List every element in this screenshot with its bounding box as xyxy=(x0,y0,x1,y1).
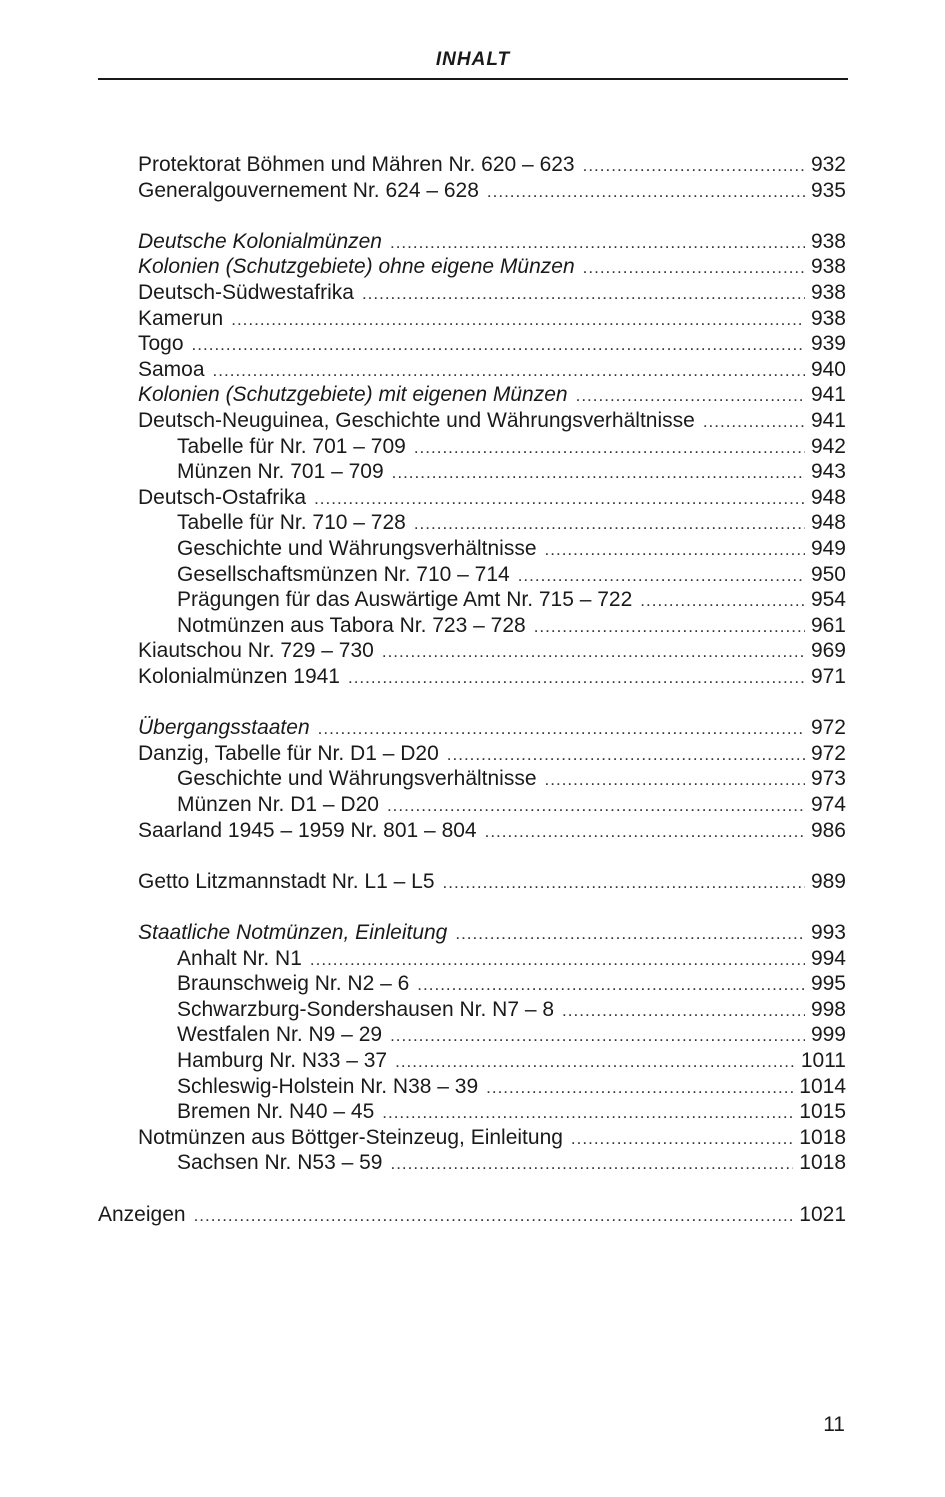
toc-entry-label: Deutsche Kolonialmünzen xyxy=(138,229,382,253)
toc-entry xyxy=(177,510,846,536)
toc-entry-page: 1011 xyxy=(800,1049,846,1072)
toc-entry-label: Saarland 1945 – 1959 Nr. 801 – 804 xyxy=(138,818,477,842)
dot-leader xyxy=(562,998,805,1024)
toc-entry xyxy=(177,562,846,588)
dot-leader xyxy=(362,281,805,307)
toc-entry-page: 948 xyxy=(810,485,846,509)
dot-leader xyxy=(192,332,805,358)
dot-leader xyxy=(583,153,805,179)
dot-leader xyxy=(213,358,805,384)
page-header xyxy=(98,46,848,80)
dot-leader xyxy=(518,563,805,589)
toc-entry xyxy=(177,459,846,485)
toc-entry xyxy=(177,1022,846,1048)
toc-entry-label: Übergangsstaaten xyxy=(138,716,310,740)
toc-entry xyxy=(138,229,846,255)
toc-entry-label: Tabelle für Nr. 701 – 709 xyxy=(177,434,406,458)
toc-entry xyxy=(177,1099,846,1125)
toc-entry xyxy=(138,638,846,664)
toc-entry-page: 969 xyxy=(810,639,846,663)
toc-entry-label: Anhalt Nr. N1 xyxy=(177,946,302,970)
toc-entry xyxy=(138,869,846,895)
toc-entry-page: 1018 xyxy=(799,1151,846,1175)
toc-entry-page: 973 xyxy=(810,767,846,791)
toc-entry-label: Schleswig-Holstein Nr. N38 – 39 xyxy=(177,1074,479,1098)
toc-entry xyxy=(138,408,846,434)
toc-entry xyxy=(138,818,846,844)
dot-leader xyxy=(571,1126,793,1152)
toc-entry-label: Tabelle für Nr. 710 – 728 xyxy=(177,511,406,535)
toc-entry-page: 994 xyxy=(810,946,846,970)
toc-entry-page: 961 xyxy=(810,613,846,637)
dot-leader xyxy=(486,1075,793,1101)
toc-entry xyxy=(138,280,846,306)
dot-leader xyxy=(387,793,805,819)
toc-entry xyxy=(138,357,846,383)
toc-entry xyxy=(177,997,846,1023)
toc-entry-label: Protektorat Böhmen und Mähren Nr. 620 – 623 xyxy=(138,153,575,176)
toc-entry xyxy=(138,306,846,332)
toc-entry-page: 938 xyxy=(810,255,846,279)
dot-leader xyxy=(447,742,805,768)
toc-entry-label: Geschichte und Währungsverhältnisse xyxy=(177,537,537,560)
toc-entry xyxy=(138,741,846,767)
dot-leader xyxy=(640,588,805,614)
toc-entry xyxy=(177,971,846,997)
dot-leader xyxy=(348,665,805,691)
dot-leader xyxy=(390,1023,805,1049)
toc-entry-page: 971 xyxy=(810,665,846,688)
toc-entry-label: Getto Litzmannstadt Nr. L1 – L5 xyxy=(138,869,435,893)
toc-entry xyxy=(177,587,846,613)
toc-entry-page: 938 xyxy=(810,281,846,304)
toc-entry-label: Kolonialmünzen 1941 xyxy=(138,665,340,688)
toc-entry xyxy=(138,254,846,280)
dot-leader xyxy=(545,537,805,563)
dot-leader xyxy=(231,307,805,333)
dot-leader xyxy=(392,460,805,486)
dot-leader xyxy=(703,409,805,435)
toc-entry xyxy=(177,792,846,818)
dot-leader xyxy=(576,383,805,409)
toc-entry-label: Deutsch-Neuguinea, Geschichte und Währungsverhältnisse xyxy=(138,409,695,432)
dot-leader xyxy=(414,511,805,537)
toc-entry-page: 1014 xyxy=(799,1074,846,1098)
dot-leader xyxy=(455,921,805,947)
toc-entry-label: Togo xyxy=(138,332,184,356)
dot-leader xyxy=(414,435,805,461)
toc-entry-label: Sachsen Nr. N53 – 59 xyxy=(177,1151,383,1175)
toc-entry-label: Deutsch-Ostafrika xyxy=(138,485,307,509)
dot-leader xyxy=(487,179,805,205)
toc-entry xyxy=(177,1150,846,1176)
toc-entry-page: 998 xyxy=(810,997,846,1021)
toc-entry-page: 938 xyxy=(810,306,846,330)
dot-leader xyxy=(314,486,805,512)
toc-entry-page: 948 xyxy=(810,511,846,535)
dot-leader xyxy=(390,1151,793,1177)
toc-entry-label: Prägungen für das Auswärtige Amt Nr. 715 – 722 xyxy=(177,588,633,612)
toc-entry-page: 995 xyxy=(810,972,846,996)
toc-entry-label: Anzeigen xyxy=(98,1202,186,1226)
toc-entry xyxy=(177,1048,846,1074)
dot-leader xyxy=(534,614,805,640)
toc-entry xyxy=(138,715,846,741)
toc-entry-label: Notmünzen aus Böttger-Steinzeug, Einleitung xyxy=(138,1125,563,1149)
toc-entry-page: 942 xyxy=(810,434,846,458)
toc-entry-page: 1018 xyxy=(799,1125,846,1149)
page-title: INHALT xyxy=(435,49,511,70)
toc-entry-page: 974 xyxy=(810,793,846,816)
toc-entry xyxy=(177,434,846,460)
toc-entry xyxy=(138,485,846,511)
toc-entry-page: 938 xyxy=(810,229,846,253)
toc-entry-label: Kiautschou Nr. 729 – 730 xyxy=(138,639,374,663)
toc-entry xyxy=(138,1125,846,1151)
toc-entry-page: 950 xyxy=(810,562,846,586)
toc-entry-page: 954 xyxy=(810,588,846,612)
toc-entry xyxy=(138,178,846,204)
toc-entry xyxy=(138,152,846,178)
dot-leader xyxy=(395,1049,795,1075)
toc-entry-label: Notmünzen aus Tabora Nr. 723 – 728 xyxy=(177,613,526,637)
toc-entry-page: 1015 xyxy=(799,1100,846,1124)
toc-entry xyxy=(177,946,846,972)
dot-leader xyxy=(194,1203,794,1229)
dot-leader xyxy=(545,767,805,793)
toc-entry xyxy=(138,920,846,946)
dot-leader xyxy=(485,819,805,845)
dot-leader xyxy=(390,230,805,256)
toc-entry-page: 1021 xyxy=(799,1202,846,1226)
toc-entry-page: 993 xyxy=(810,921,846,944)
toc-entry-page: 943 xyxy=(810,460,846,484)
toc-entry-page: 999 xyxy=(810,1023,846,1047)
toc-entry-label: Kamerun xyxy=(138,306,224,330)
toc-entry-page: 932 xyxy=(810,153,846,176)
dot-leader xyxy=(382,1100,793,1126)
toc-entry xyxy=(177,1074,846,1100)
toc-entry-label: Generalgouvernement Nr. 624 – 628 xyxy=(138,178,479,202)
toc-entry xyxy=(138,331,846,357)
toc-entry-page: 972 xyxy=(810,716,846,740)
dot-leader xyxy=(382,639,805,665)
toc-entry-label: Münzen Nr. D1 – D20 xyxy=(177,793,379,816)
toc-entry-label: Gesellschaftsmünzen Nr. 710 – 714 xyxy=(177,562,510,586)
page-number: 11 xyxy=(823,1413,845,1436)
toc-entry-label: Bremen Nr. N40 – 45 xyxy=(177,1100,375,1124)
toc-entry xyxy=(98,1202,846,1228)
toc-entry-page: 935 xyxy=(810,178,846,202)
toc-entry xyxy=(177,766,846,792)
dot-leader xyxy=(583,255,805,281)
dot-leader xyxy=(417,972,805,998)
dot-leader xyxy=(443,870,805,896)
toc-entry-label: Deutsch-Südwestafrika xyxy=(138,281,354,304)
toc-entry xyxy=(177,613,846,639)
toc-entry-label: Hamburg Nr. N33 – 37 xyxy=(177,1049,388,1072)
toc-entry-label: Münzen Nr. 701 – 709 xyxy=(177,460,384,484)
toc-entry-page: 941 xyxy=(810,383,846,407)
toc-entry xyxy=(138,664,846,690)
toc-entry-page: 939 xyxy=(810,332,846,356)
toc-entry-label: Samoa xyxy=(138,357,205,381)
toc-entry-page: 941 xyxy=(810,409,846,432)
toc-entry-page: 940 xyxy=(810,357,846,381)
toc-entry-label: Braunschweig Nr. N2 – 6 xyxy=(177,972,410,996)
toc-entry-label: Geschichte und Währungsverhältnisse xyxy=(177,767,537,791)
toc-entry-label: Kolonien (Schutzgebiete) ohne eigene Münzen xyxy=(138,255,575,279)
dot-leader xyxy=(310,947,805,973)
toc-entry-page: 986 xyxy=(810,818,846,842)
toc-entry xyxy=(177,536,846,562)
toc-entry-label: Kolonien (Schutzgebiete) mit eigenen Münzen xyxy=(138,383,568,407)
toc-entry-page: 989 xyxy=(810,869,846,893)
toc-entry-page: 972 xyxy=(810,741,846,765)
toc-entry-label: Westfalen Nr. N9 – 29 xyxy=(177,1023,383,1047)
toc-entry-label: Danzig, Tabelle für Nr. D1 – D20 xyxy=(138,741,439,765)
toc-entry-label: Staatliche Notmünzen, Einleitung xyxy=(138,921,448,944)
toc-entry-label: Schwarzburg-Sondershausen Nr. N7 – 8 xyxy=(177,997,555,1021)
dot-leader xyxy=(318,716,805,742)
toc-entry-page: 949 xyxy=(810,537,846,560)
toc-entry xyxy=(138,382,846,408)
